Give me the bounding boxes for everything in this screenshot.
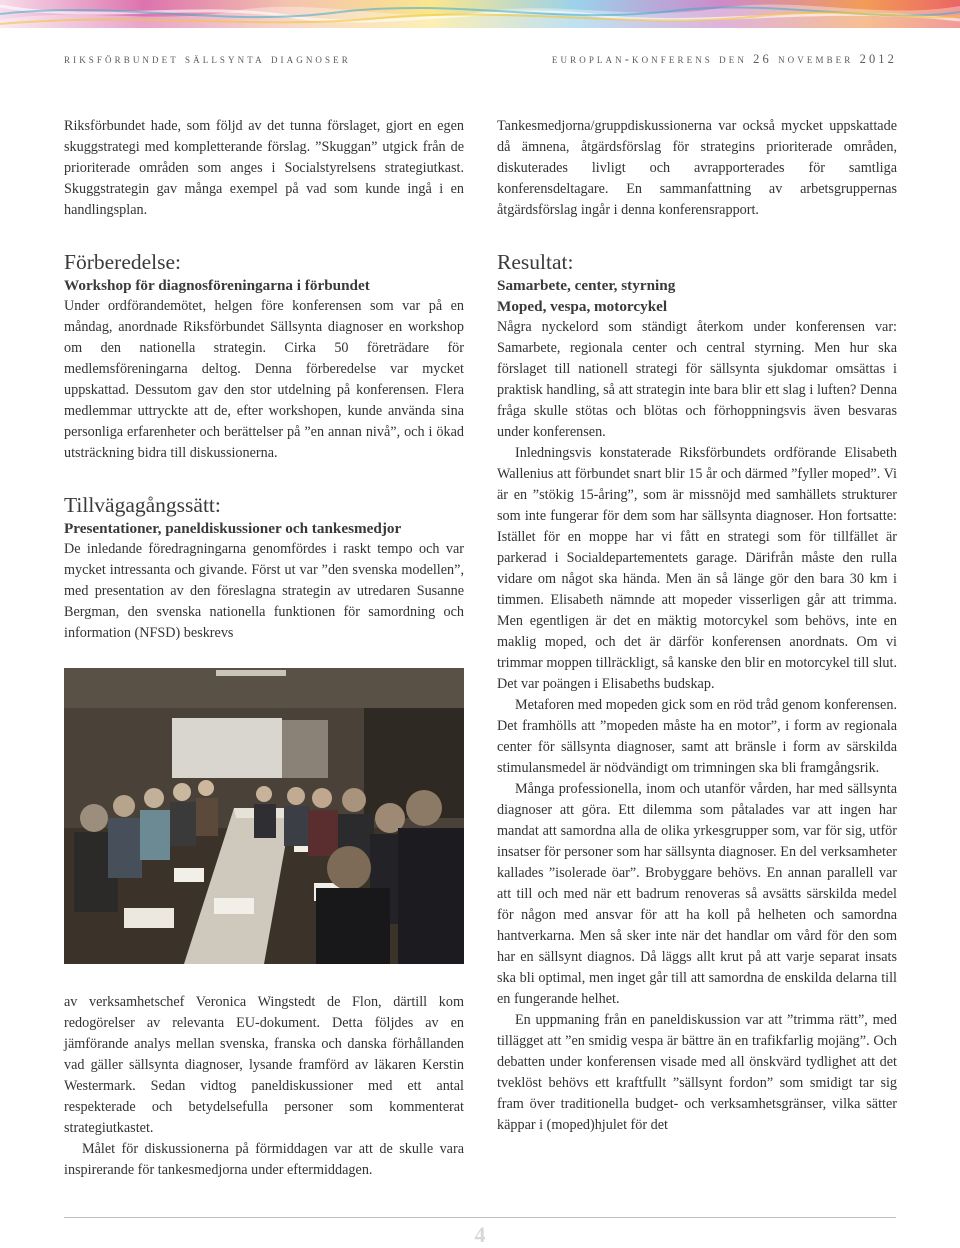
results-paragraph-4: Många professionella, inom och utanför vården, har med sällsynta diagnoser att göra. Ett dilemma som påtalades var att ingen har mandat att samordna alla de olika yrkesgrupper som, var för sig, utför insatser för personer som har sällsynta diagnoser. En del verksamheter kallades ”isolerade öar”. Brobyggare behövs. En annan parallell var att till och med när ett badrum renoveras så avsätts särskilda medel för någon med ansvar för att ha koll på helheten och samordna hantverkarna. Men så sker inte när det handlar om vård för den som har en sällsynt diagnos. Då läggs allt krut på att varje separat insats ska bli optimal, men inget går till att samordna de enskilda delarna till en fungerande helhet.: [497, 781, 897, 1007]
running-header-right: europlan-konferens den 26 november 2012: [551, 52, 897, 66]
conference-photo: [64, 668, 464, 964]
section-heading-approach: Tillvägagångssätt:: [64, 493, 221, 517]
results-paragraph-2: Inledningsvis konstaterade Riksförbundets ordförande Elisabeth Wallenius att förbundet snart blir 15 år och därmed ”fyller moped”. Vi är en ”stökig 15-åring”, som är missnöjd med samhällets strukturer som inte fungerar för dem som har sällsynta diagnoser. Hon fortsatte: Istället för en moppe har vi fått en strategi som för tillfället är parkerad i Socialdepartementets garage. Därifrån måste den rulla vidare om något ska hända. Men än så länge gör den bara 30 km i timmen. Elisabeth nämnde att mopeder visserligen går att trimma. Men egentligen är det en mäktig motorcykel som behövs, inte en maklig moped, och det är därför konferensen anordnats. Om vi trimmar moppen tillräckligt, så kanske den blir en motorcykel till slut. Det var poängen i Elisabeths budskap.: [497, 445, 897, 692]
approach-paragraph-2: av verksamhetschef Veronica Wingstedt de Flon, därtill kom redogörelser av relevanta EU-dokument. Detta följdes av en jämförande analys mellan svenska, franska och danska förhållanden vad gäller sällsynta diagnoser, lysande framförd av läkaren Kerstin Westermark. Sedan vidtog paneldiskussioner med ett antal respekterade och betydelsefulla personer som kommenterat strategiutkastet.: [64, 994, 464, 1136]
left-column: [64, 116, 464, 1181]
results-paragraph-5: En uppmaning från en paneldiskussion var att ”trimma rätt”, med tillägget att ”en smidig vespa är bättre än en trafikfarlig mojäng”. Och debatten under konferensen visade med all önskvärd tydlighet att det tveklöst behövs ett kraftfullt ”sällsynt fordon” som smidigt tar sig fram över traditionella budget- och verksamhetsgränser, vilka sätter käppar i (moped)hjulet för det: [497, 1012, 897, 1133]
running-header-left: riksförbundet sällsynta diagnoser: [64, 52, 351, 66]
section-subheading-moped: Moped, vespa, motorcykel: [497, 298, 668, 315]
workshop-paragraph: Under ordförandemötet, helgen före konferensen som var på en måndag, anordnade Riksförbundet Sällsynta diagnoser en workshop om den nationella strategin. Cirka 50 företrädare för medlemsföreningarna deltog. Denna förberedelse var mycket uppskattad. Dessutom gav den stor utdelning på konferensen. Flera medlemmar uttryckte att de, efter workshopen, kunde använda sina personliga erfarenheter och berättelser på ”en annan nivå”, och i ökad utsträckning bidra till diskussionerna.: [64, 298, 464, 461]
think-tank-paragraph: Tankesmedjorna/gruppdiskussionerna var också mycket uppskattade då ämnena, åtgärdsförslag för strategins prioriterade områden, diskuterades livligt och avrapporterades för samtliga konferensdeltagare. En sammanfattning av arbetsgruppernas åtgärdsförslag ingår i denna konferensrapport.: [497, 118, 897, 218]
results-paragraph-3: Metaforen med mopeden gick som en röd tråd genom konferensen. Det framhölls att ”mopeden måste ha en motor”, i form av regionala center för sällsynta diagnoser, samt att bränsle i form av särskilda stimulansmedel är nödvändigt om trimningen ska bli framgångsrik.: [497, 697, 897, 776]
footer-divider: [64, 1217, 896, 1218]
section-subheading-presentations: Presentationer, paneldiskussioner och tankesmedjor: [64, 520, 402, 537]
approach-paragraph-1: De inledande föredragningarna genomfördes i raskt tempo och var mycket intressanta och givande. Först ut var ”den svenska modellen”, med presentation av den föreslagna strategin av utredaren Susanne Bergman, den svenska nationella funktionen för samordning och information (NFSD) beskrevs: [64, 541, 464, 641]
section-subheading-cooperation: Samarbete, center, styrning: [497, 277, 676, 294]
decorative-color-banner: [0, 0, 960, 28]
approach-paragraph-3: Målet för diskussionerna på förmiddagen var att de skulle vara inspirerande för tankesmedjorna under eftermiddagen.: [64, 1141, 464, 1178]
section-heading-results: Resultat:: [497, 250, 574, 274]
right-column: [497, 116, 897, 1136]
results-paragraph-1: Några nyckelord som ständigt återkom under konferensen var: Samarbete, regionala center och central styrning. Men hur ska förslaget till nationell strategi för sällsynta sjukdomar omsättas i praktisk handling, så att strategin inte bara blir ett slag i luften? Denna fråga skulle stötas och blötas och förhoppningsvis även besvaras under konferensen.: [497, 319, 897, 440]
section-subheading-workshop: Workshop för diagnosföreningarna i förbundet: [64, 277, 370, 294]
page-number: 4: [474, 1222, 486, 1247]
intro-paragraph: Riksförbundet hade, som följd av det tunna förslaget, gjort en egen skuggstrategi med kompletterande förslag. ”Skuggan” utgick från de prioriterade områden som anges i Socialstyrelsens strategiutkast. Skuggstrategin gav många exempel på vad som kunde ingå i en handlingsplan.: [64, 118, 464, 218]
section-heading-preparation: Förberedelse:: [64, 250, 182, 274]
